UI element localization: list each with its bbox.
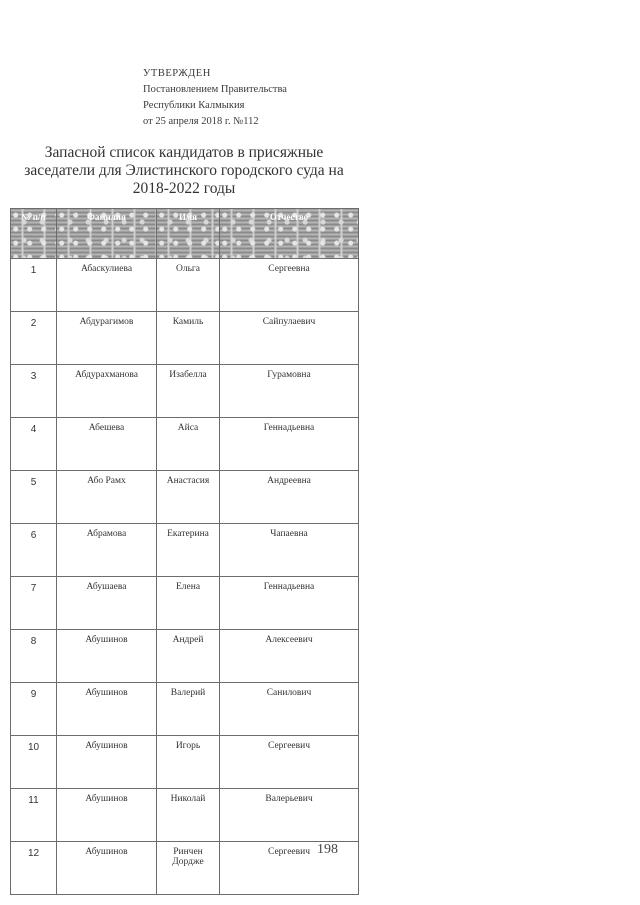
table-row — [11, 577, 359, 630]
cell-patronymic: Сергеевич — [220, 736, 359, 789]
cell-patronymic: Сайпулаевич — [220, 312, 359, 365]
document-title — [10, 144, 358, 198]
cell-name: Камиль — [157, 312, 220, 365]
table-row — [11, 418, 359, 471]
cell-patronymic: Чапаевна — [220, 524, 359, 577]
header-surname: Фамилия — [57, 209, 157, 259]
cell-patronymic: Санилович — [220, 683, 359, 736]
cell-surname: Абаскулиева — [57, 259, 157, 312]
approval-date: от 25 апреля 2018 г. №112 — [143, 116, 259, 127]
table-row — [11, 630, 359, 683]
cell-name: Андрей — [157, 630, 220, 683]
page-number: 198 — [317, 842, 338, 857]
document-title-line-2: заседатели для Элистинского городского суда на — [24, 162, 344, 179]
cell-surname: Абешева — [57, 418, 157, 471]
approval-republic: Республики Калмыкия — [143, 100, 245, 111]
cell-number: 12 — [11, 842, 57, 895]
cell-surname: Абушинов — [57, 683, 157, 736]
cell-name: Ольга — [157, 259, 220, 312]
table-row — [11, 312, 359, 365]
cell-name: Валерий — [157, 683, 220, 736]
cell-name: Екатерина — [157, 524, 220, 577]
cell-surname: Абушинов — [57, 842, 157, 895]
table-row — [11, 842, 359, 895]
cell-patronymic: Геннадьевна — [220, 577, 359, 630]
cell-name: Елена — [157, 577, 220, 630]
cell-number: 8 — [11, 630, 57, 683]
cell-surname: Абушаева — [57, 577, 157, 630]
cell-patronymic: Андреевна — [220, 471, 359, 524]
table-header-row — [11, 209, 359, 259]
cell-surname: Абдурахманова — [57, 365, 157, 418]
approval-heading: УТВЕРЖДЕН — [143, 68, 211, 79]
table-row — [11, 736, 359, 789]
cell-patronymic: Геннадьевна — [220, 418, 359, 471]
table-row — [11, 365, 359, 418]
cell-number: 6 — [11, 524, 57, 577]
cell-patronymic: Сергеевна — [220, 259, 359, 312]
cell-name: Изабелла — [157, 365, 220, 418]
cell-name: Ринчен Дорджe — [157, 842, 220, 895]
cell-surname: Абушинов — [57, 736, 157, 789]
cell-number: 1 — [11, 259, 57, 312]
cell-patronymic: Сергеевич — [220, 842, 359, 895]
cell-surname: Або Рамх — [57, 471, 157, 524]
cell-number: 3 — [11, 365, 57, 418]
cell-surname: Абушинов — [57, 630, 157, 683]
approval-authority: Постановлением Правительства — [143, 84, 287, 95]
cell-name: Айса — [157, 418, 220, 471]
cell-number: 2 — [11, 312, 57, 365]
cell-number: 4 — [11, 418, 57, 471]
cell-name: Анастасия — [157, 471, 220, 524]
document-title-line-1: Запасной список кандидатов в присяжные — [44, 144, 324, 161]
table-row — [11, 524, 359, 577]
candidate-table — [10, 208, 359, 895]
cell-number: 9 — [11, 683, 57, 736]
table-row — [11, 471, 359, 524]
cell-patronymic: Валерьевич — [220, 789, 359, 842]
header-number: № п/п — [11, 209, 57, 259]
cell-number: 7 — [11, 577, 57, 630]
cell-number: 11 — [11, 789, 57, 842]
cell-name: Игорь — [157, 736, 220, 789]
header-name: Имя — [157, 209, 220, 259]
table-body — [11, 259, 359, 895]
cell-surname: Абрамова — [57, 524, 157, 577]
table-row — [11, 259, 359, 312]
cell-number: 10 — [11, 736, 57, 789]
header-patronymic: Отчество — [220, 209, 359, 259]
cell-surname: Абушинов — [57, 789, 157, 842]
table-row — [11, 789, 359, 842]
cell-patronymic: Гурамовна — [220, 365, 359, 418]
document-title-line-3: 2018-2022 годы — [132, 180, 236, 197]
cell-surname: Абдурагимов — [57, 312, 157, 365]
cell-name: Николай — [157, 789, 220, 842]
approval-stamp — [143, 66, 287, 130]
table-row — [11, 683, 359, 736]
cell-patronymic: Алексеевич — [220, 630, 359, 683]
cell-number: 5 — [11, 471, 57, 524]
